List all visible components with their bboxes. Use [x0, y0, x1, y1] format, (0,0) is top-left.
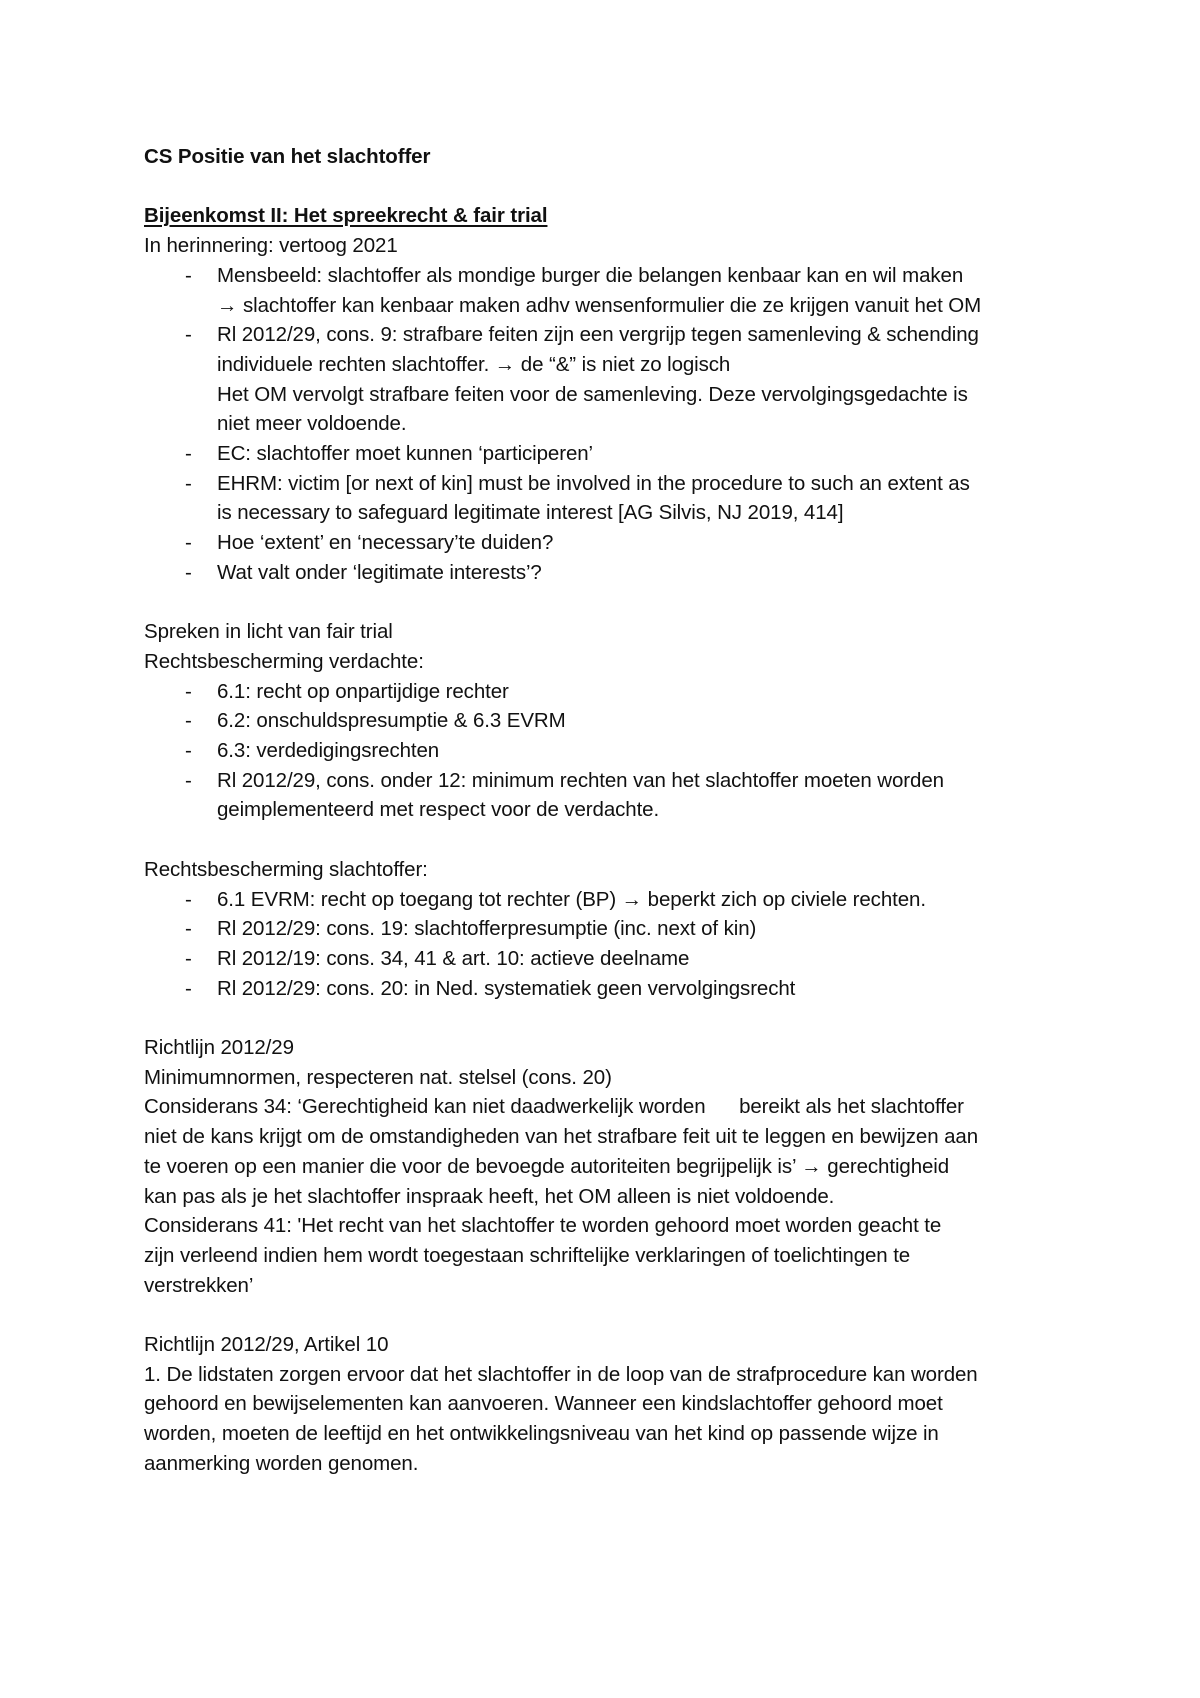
paragraph-line: 1. De lidstaten zorgen ervoor dat het slachtoffer in de loop van de strafprocedure kan worden — [144, 1362, 978, 1386]
list-item-line: Rl 2012/29: cons. 19: slachtofferpresumptie (inc. next of kin) — [217, 917, 757, 941]
section4-paragraph — [144, 1063, 1084, 1301]
section2-bullet-list — [144, 677, 1084, 826]
bullet-marker: - — [185, 739, 192, 763]
list-item-line: 6.3: verdedigingsrechten — [217, 739, 440, 763]
list-item — [144, 677, 1084, 707]
paragraph-line: aanmerking worden genomen. — [144, 1451, 419, 1475]
list-item-line: is necessary to safeguard legitimate interest [AG Silvis, NJ 2019, 414] — [217, 501, 844, 525]
list-item — [144, 706, 1084, 736]
list-item-line: Wat valt onder ‘legitimate interests’? — [217, 560, 542, 584]
paragraph-line: verstrekken’ — [144, 1273, 254, 1297]
list-item-line: individuele rechten slachtoffer. → de “&” is niet zo logisch — [217, 352, 731, 376]
bullet-marker: - — [185, 263, 192, 287]
section5-heading: Richtlijn 2012/29, Artikel 10 — [144, 1333, 389, 1357]
paragraph-line: Minimumnormen, respecteren nat. stelsel (cons. 20) — [144, 1065, 612, 1089]
section1-intro: In herinnering: vertoog 2021 — [144, 234, 398, 258]
spacer — [144, 1003, 1084, 1033]
paragraph-line: te voeren op een manier die voor de bevoegde autoriteiten begrijpelijk is’ → gerechtigheid — [144, 1154, 950, 1178]
list-item-line: Het OM vervolgt strafbare feiten voor de samenleving. Deze vervolgingsgedachte is — [217, 382, 968, 406]
list-item — [144, 558, 1084, 588]
list-item-line: → slachtoffer kan kenbaar maken adhv wensenformulier die ze krijgen vanuit het OM — [217, 293, 982, 317]
list-item — [144, 469, 1084, 528]
list-item-line: Rl 2012/29, cons. onder 12: minimum rechten van het slachtoffer moeten worden — [217, 768, 944, 792]
spacer — [144, 172, 1084, 202]
bullet-marker: - — [185, 946, 192, 970]
section4-heading: Richtlijn 2012/29 — [144, 1036, 294, 1060]
list-item — [144, 914, 1084, 944]
list-item-line: Rl 2012/29, cons. 9: strafbare feiten zijn een vergrijp tegen samenleving & schending — [217, 323, 979, 347]
list-item-line: Rl 2012/29: cons. 20: in Ned. systematiek geen vervolgingsrecht — [217, 976, 796, 1000]
list-item-line: 6.2: onschuldspresumptie & 6.3 EVRM — [217, 709, 566, 733]
list-item-line: niet meer voldoende. — [217, 412, 407, 436]
paragraph-line: zijn verleend indien hem wordt toegestaan schriftelijke verklaringen of toelichtingen te — [144, 1243, 911, 1267]
paragraph-line: Considerans 41: 'Het recht van het slachtoffer te worden gehoord moet worden geacht te — [144, 1214, 942, 1238]
section2-heading: Spreken in licht van fair trial — [144, 620, 393, 644]
bullet-marker: - — [185, 768, 192, 792]
list-item-line: EC: slachtoffer moet kunnen ‘participeren’ — [217, 442, 594, 466]
bullet-marker: - — [185, 887, 192, 911]
spacer — [144, 588, 1084, 618]
spacer — [144, 825, 1084, 855]
list-item — [144, 439, 1084, 469]
list-item — [144, 885, 1084, 915]
section5-paragraph — [144, 1360, 1084, 1479]
bullet-marker: - — [185, 709, 192, 733]
paragraph-line: gehoord en bewijselementen kan aanvoeren. Wanneer een kindslachtoffer gehoord moet — [144, 1392, 943, 1416]
paragraph-line: niet de kans krijgt om de omstandigheden van het strafbare feit uit te leggen en bewijzen aan — [144, 1125, 979, 1149]
section3-bullet-list — [144, 885, 1084, 1004]
list-item-line: 6.1: recht op onpartijdige rechter — [217, 679, 509, 703]
list-item-line: Mensbeeld: slachtoffer als mondige burger die belangen kenbaar kan en wil maken — [217, 263, 964, 287]
paragraph-line: worden, moeten de leeftijd en het ontwikkelingsniveau van het kind op passende wijze in — [144, 1422, 939, 1446]
list-item-line: Hoe ‘extent’ en ‘necessary’te duiden? — [217, 531, 554, 555]
bullet-marker: - — [185, 442, 192, 466]
paragraph-line: Considerans 34: ‘Gerechtigheid kan niet daadwerkelijk worden bereikt als het slachtoffer — [144, 1095, 964, 1119]
bullet-marker: - — [185, 679, 192, 703]
spacer — [144, 1300, 1084, 1330]
section2-subheading: Rechtsbescherming verdachte: — [144, 649, 424, 673]
list-item — [144, 736, 1084, 766]
bullet-marker: - — [185, 323, 192, 347]
list-item — [144, 766, 1084, 825]
list-item-line: Rl 2012/19: cons. 34, 41 & art. 10: actieve deelname — [217, 946, 690, 970]
list-item — [144, 528, 1084, 558]
document-page — [144, 142, 1084, 1479]
bullet-marker: - — [185, 560, 192, 584]
paragraph-line: kan pas als je het slachtoffer inspraak heeft, het OM alleen is niet voldoende. — [144, 1184, 835, 1208]
section3-subheading: Rechtsbescherming slachtoffer: — [144, 857, 428, 881]
list-item-line: EHRM: victim [or next of kin] must be involved in the procedure to such an extent as — [217, 471, 970, 495]
bullet-marker: - — [185, 917, 192, 941]
bullet-marker: - — [185, 471, 192, 495]
bullet-marker: - — [185, 976, 192, 1000]
list-item-line: 6.1 EVRM: recht op toegang tot rechter (BP) → beperkt zich op civiele rechten. — [217, 887, 926, 911]
section1-heading: Bijeenkomst II: Het spreekrecht & fair trial — [144, 204, 548, 228]
list-item — [144, 974, 1084, 1004]
section1-bullet-list — [144, 261, 1084, 588]
list-item — [144, 944, 1084, 974]
list-item-line: geimplementeerd met respect voor de verdachte. — [217, 798, 660, 822]
bullet-marker: - — [185, 531, 192, 555]
list-item — [144, 261, 1084, 320]
list-item — [144, 320, 1084, 439]
document-title: CS Positie van het slachtoffer — [144, 145, 431, 168]
